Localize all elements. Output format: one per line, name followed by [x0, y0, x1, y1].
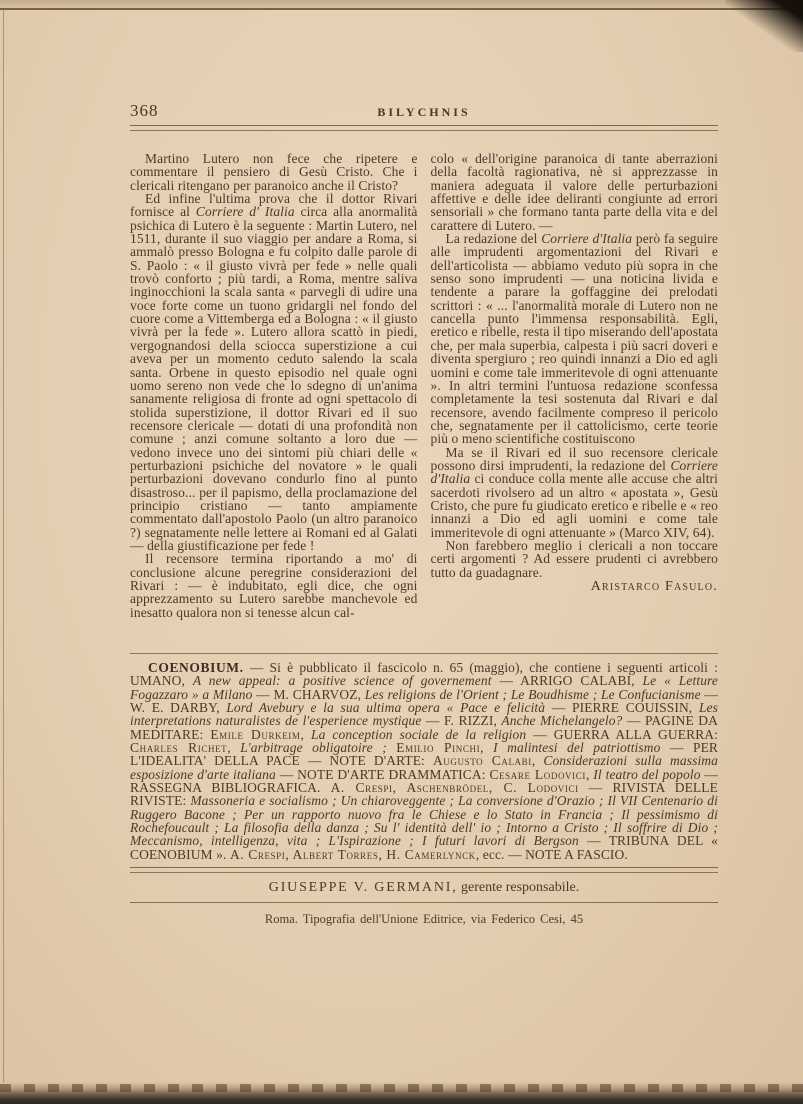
- manager-role: gerente responsabile.: [457, 880, 580, 896]
- section-divider: [130, 653, 718, 654]
- journal-title: BILYCHNIS: [377, 105, 471, 119]
- paragraph: Non farebbero meglio i clericali a non toccare certi argomenti ? Ad essere prudenti ci avrebbero tutto da guadagnare.: [430, 537, 718, 580]
- article-right-column: [431, 152, 719, 644]
- article-author-signature: Aristarco Fasulo.: [590, 579, 718, 594]
- masthead: [130, 101, 718, 125]
- paragraph: Ed infine l'ultima prova che il dottor Rivari fornisce al Corriere d' Italia circa alla anormalità psichica di Lutero è la seguente : Martin Lutero, nel 1511, durante il suo viaggio per andare a Roma, si ammalò presso Bologna e fu colpito dalle parole di S. Paolo : « il giusto vivrà per fede » nelle quali trovò conforto ; più tardi, a Roma, mentre saliva inginocchioni la scala santa « parvegli di udire una voce forte come un tuono gridargli nel fondo del cuore come a Vittemberga ed a Bologna : « il giusto vivrà per la fede ». Lutero allora scattò in piedi, vergognandosi della sciocca superstizione a cui aveva per un momento ceduto salendo la scala santa. Orbene in questo episodio nel quale ogni uomo sereno non vede che lo sdegno di un'anima sanamente religiosa di fronte ad ogni spettacolo di stolida superstizione, il dottor Rivari ed il suo recensore clericale — dotati di una profondità non comune ; anzi comune soltanto a loro due — vedono invece uno dei sintomi più chiari delle « perturbazioni psichiche del novatore » le quali perturbazioni dovevano condurlo fino al punto disastroso... per il papismo, della proclamazione del principio cristiano — tanto ampiamente commentato dall'apostolo Paolo (un altro paranoico ?) segnatamente nelle lettere ai Romani ed al Galati — della giustificazione per fede !: [130, 191, 418, 553]
- responsible-manager-line: [130, 880, 718, 896]
- article-body: [130, 152, 718, 644]
- paragraph: Ma se il Rivari ed il suo recensore clericale possono dirsi imprudenti, la redazione del Corriere d'Italia ci conduce colla mente alle accuse che altri sacerdoti rivolsero ad un altro « apostata », Gesù Cristo, che pure fu giudicato eretico e ribelle e « reo innanzi a Dio ed agli uomini e come tale immeritevole di ogni attenuante » (Marco XIV, 64).: [430, 444, 718, 540]
- page-left-edge: [3, 10, 4, 1082]
- paragraph: colo « dell'origine paranoica di tante aberrazioni della facoltà ragionativa, nè si apprezzasse in maniera adeguata il valore delle perturbazioni affettive e delle idee deliranti congiunte ad errori sensoriali » che formano tanta parte della vita e del carattere di Lutero. —: [430, 151, 718, 233]
- footer-rule-bottom: [130, 902, 718, 903]
- page-bottom-edge: [0, 1082, 803, 1104]
- paragraph: Il recensore termina riportando a mo' di conclusione alcune peregrine considerazioni del Rivari : — è indubitato, egli dice, che ogni apprezzamento su Lutero sarebbe manchevole ed inesatto qualora non si tenesse alcun cal-: [130, 551, 418, 620]
- coenobium-notice: [130, 661, 718, 861]
- coenobium-paragraph: COENOBIUM. — Si è pubblicato il fascicolo n. 65 (maggio), che contiene i seguenti articoli : UMANO, A new appeal: a positive science of governement — ARRIGO CALABI, Le « Letture Fogazzaro » a Milano — M. CHARVOZ, Les religions de l'Orient ; Le Boudhisme ; Le Confucianisme — W. E. DARBY, Lord Avebury e la sua ultima opera « Pace e felicità — PIERRE COUISSIN, Les interpretations naturalistes de l'esperience mystique — F. RIZZI, Anche Michelangelo? — PAGINE DA MEDITARE: Emile Durkeim, La conception sociale de la religion — GUERRA ALLA GUERRA: Charles Richet, L'arbitrage obligatoire ; Emilio Pinchi, I malintesi del patriottismo — PER L'IDEALITA' DELLA PACE — NOTE D'ARTE: Augusto Calabi, Considerazioni sulla massima esposizione d'arte italiana — NOTE D'ARTE DRAMMATICA: Cesare Lodovici, Il teatro del popolo — RASSEGNA BIBLIOGRAFICA. A. Crespi, Aschenbrödel, C. Lodovici — RIVISTA DELLE RIVISTE: Massoneria e socialismo ; Un chiaroveggente ; La conversione d'Orazio ; Il VII Centenario di Ruggero Bacone ; Per un rapporto nuovo fra le Chiese e lo Stato in Francia ; Il pessimismo di Rochefoucault ; La filosofia della danza ; Su l' identità dell' io ; Intorno a Cristo ; Il soffrire di Dio ; Meccanismo, intelligenza, vita ; L'Ispirazione ; I futuri lavori di Bergson — TRIBUNA DEL « COENOBIUM ». A. Crespi, Albert Torres, H. Camerlynck, ecc. — NOTE A FASCIO.: [130, 660, 719, 862]
- printer-imprint: Roma. Tipografia dell'Unione Editrice, via Federico Cesi, 45: [264, 912, 584, 927]
- footer-rule-top: [130, 867, 718, 873]
- paragraph: La redazione del Corriere d'Italia però fa seguire alle imprudenti argomentazioni del Rivari e dell'articolista — abbiamo veduto più sopra in che senso sono imprudenti — una noticina livida e tendente a parare la goffaggine dei prelodati scrittori : « ... l'anormalità morale di Lutero non ne cancella punto l'immensa responsabilità. Egli, eretico e ribelle, resta il tipo miserando dell'apostata che, per mala superbia, calpesta i più sacri doveri e diventa spergiuro ; reo quindi innanzi a Dio ed agli uomini e come tale immeritevole di ogni attenuante ». In altri termini l'untuosa redazione sconfessa completamente la tesi sostenuta dal Rivari e dal recensore, avendo facilmente compreso il pericolo che, segnatamente per il cattolicismo, certe teorie più o meno scientifiche costituiscono: [430, 231, 718, 447]
- manager-name: GIUSEPPE V. GERMANI,: [268, 880, 458, 896]
- masthead-rule: [130, 125, 718, 131]
- article-left-column: [130, 152, 418, 644]
- page-number: 368: [130, 101, 159, 120]
- page-top-edge: [0, 0, 803, 10]
- paragraph: Martino Lutero non fece che ripetere e commentare il pensiero di Gesù Cristo. Che i clericali ritengano per paranoico anche il Cristo?: [130, 151, 418, 193]
- photo-dark-corner: [725, 0, 803, 52]
- page-content: [130, 101, 718, 927]
